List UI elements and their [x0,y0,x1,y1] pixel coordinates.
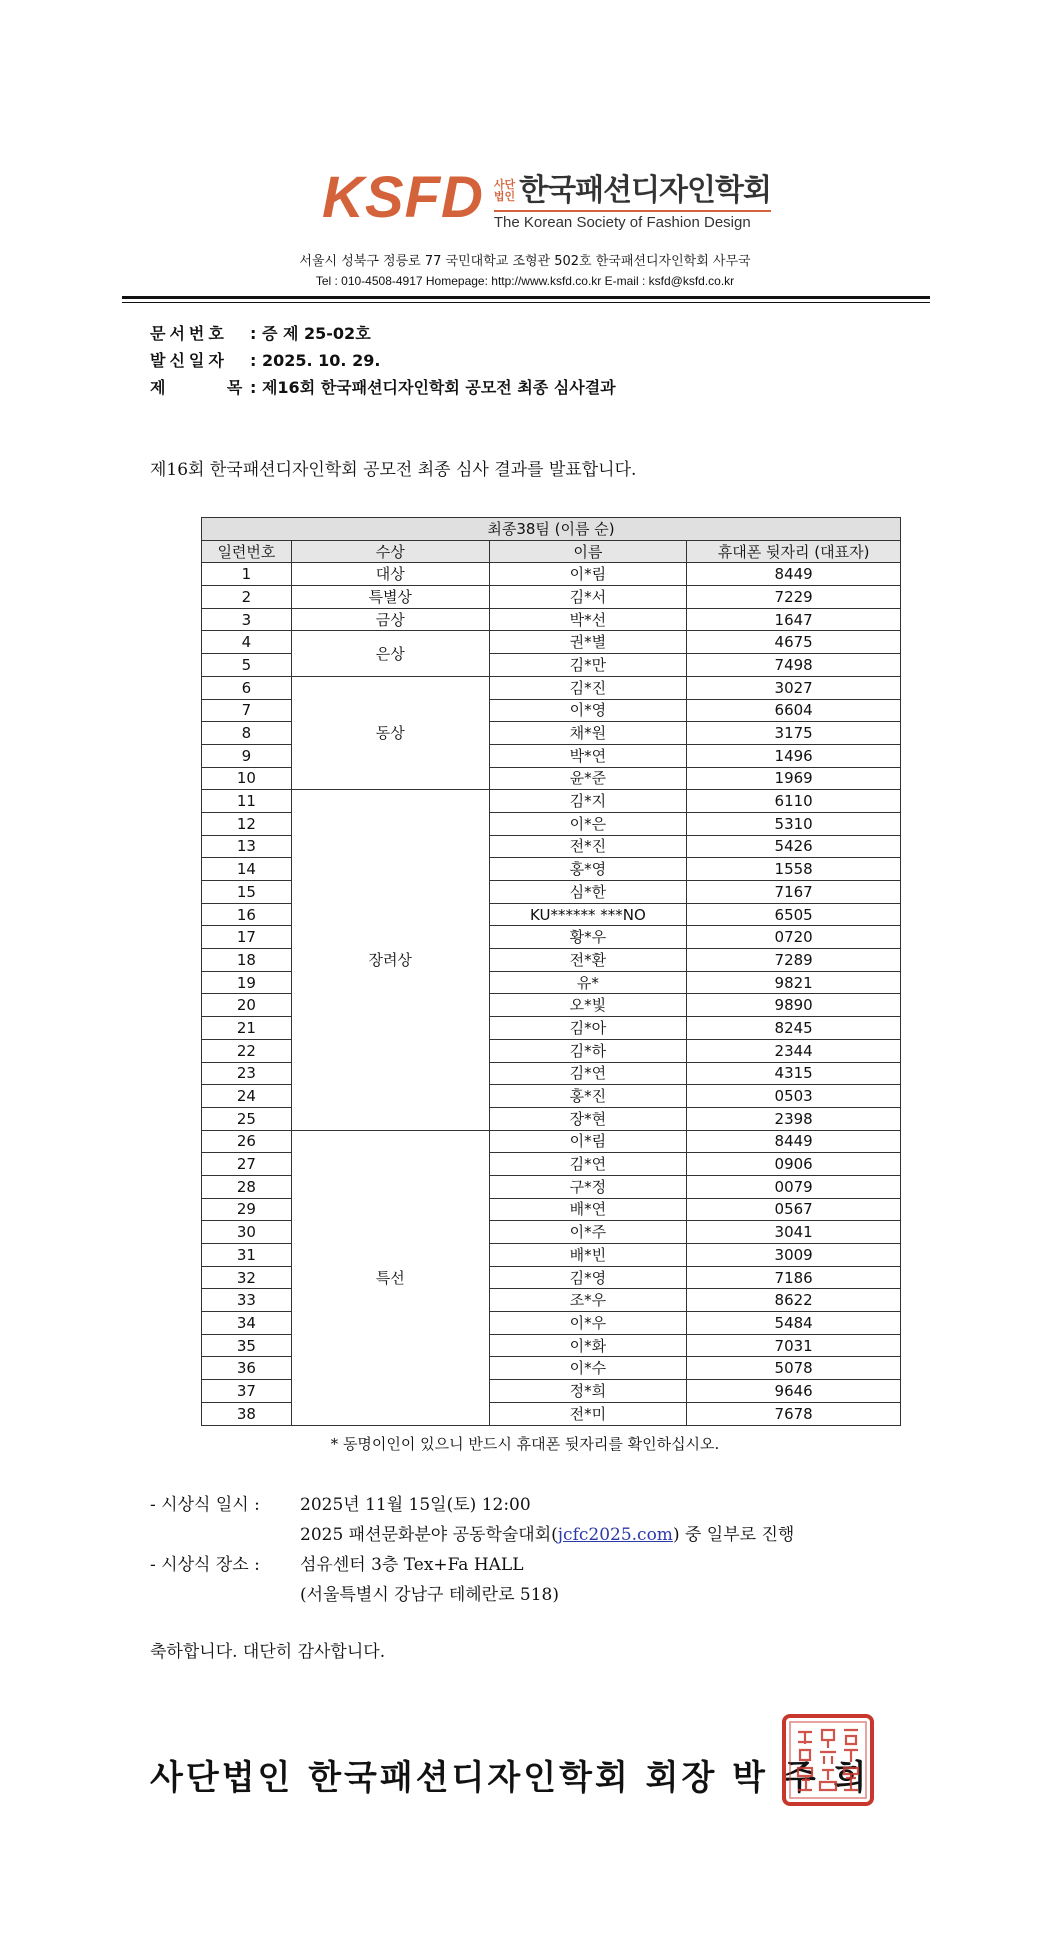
cell-serial: 33 [202,1289,292,1312]
cell-serial: 21 [202,1017,292,1040]
ceremony-event-row: 2025 패션문화분야 공동학술대회(jcfc2025.com) 중 일부로 진행 [300,1525,795,1545]
cell-phone: 9646 [687,1380,901,1403]
header-rule-thick [122,296,930,299]
cell-award: 은상 [291,631,489,676]
cell-phone: 7186 [687,1266,901,1289]
logo-badge: 사단 법인 [493,178,516,203]
cell-serial: 22 [202,1039,292,1062]
cell-phone: 3009 [687,1244,901,1267]
table-row [202,563,901,586]
cell-phone: 7167 [687,881,901,904]
cell-serial: 19 [202,971,292,994]
cell-serial: 35 [202,1334,292,1357]
cell-award: 특선 [291,1130,489,1425]
cell-name: 김*하 [489,1039,687,1062]
cell-phone: 1558 [687,858,901,881]
cell-serial: 4 [202,631,292,654]
cell-serial: 1 [202,563,292,586]
cell-name: 박*선 [489,608,687,631]
cell-name: 조*우 [489,1289,687,1312]
cell-phone: 8245 [687,1017,901,1040]
table-row [202,1130,901,1153]
org-name-korean: 한국패션디자인학회 [519,173,771,208]
closing-text: 축하합니다. 대단히 감사합니다. [150,1642,386,1662]
meta-row-doc-number: 문서번호 : 증 제 25-02호 [150,324,371,343]
cell-serial: 14 [202,858,292,881]
cell-phone: 7229 [687,586,901,609]
meta-row-issue-date: 발신일자 : 2025. 10. 29. [150,351,381,370]
cell-award: 특별상 [291,586,489,609]
meta-row-subject: 제 목 : 제16회 한국패션디자인학회 공모전 최종 심사결과 [150,378,616,397]
cell-phone: 5484 [687,1312,901,1335]
header-rule-thin [122,302,930,303]
col-header-serial: 일련번호 [202,540,292,563]
cell-serial: 27 [202,1153,292,1176]
cell-phone: 5310 [687,812,901,835]
table-row [202,676,901,699]
cell-phone: 2398 [687,1107,901,1130]
cell-name: 정*희 [489,1380,687,1403]
cell-phone: 0079 [687,1175,901,1198]
cell-serial: 24 [202,1085,292,1108]
col-header-phone: 휴대폰 뒷자리 (대표자) [687,540,901,563]
cell-name: 박*연 [489,744,687,767]
cell-name: 이*수 [489,1357,687,1380]
logo-mark: KSFD [322,165,484,230]
cell-name: 이*림 [489,1130,687,1153]
cell-phone: 3027 [687,676,901,699]
cell-name: 유* [489,971,687,994]
cell-name: 김*연 [489,1153,687,1176]
cell-name: 이*우 [489,1312,687,1335]
cell-serial: 13 [202,835,292,858]
cell-name: 이*림 [489,563,687,586]
cell-serial: 38 [202,1402,292,1425]
cell-name: 오*빛 [489,994,687,1017]
cell-phone: 1969 [687,767,901,790]
cell-phone: 0567 [687,1198,901,1221]
cell-name: 채*원 [489,722,687,745]
cell-serial: 28 [202,1175,292,1198]
cell-serial: 37 [202,1380,292,1403]
cell-serial: 30 [202,1221,292,1244]
cell-phone: 6505 [687,903,901,926]
ceremony-address-row: (서울특별시 강남구 테헤란로 518) [300,1585,559,1605]
signature-line: 사단법인 한국패션디자인학회 회장 박 주 희 [150,1758,870,1798]
cell-award: 동상 [291,676,489,789]
intro-text: 제16회 한국패션디자인학회 공모전 최종 심사 결과를 발표합니다. [150,460,637,480]
cell-serial: 9 [202,744,292,767]
cell-award: 장려상 [291,790,489,1130]
cell-serial: 26 [202,1130,292,1153]
cell-serial: 11 [202,790,292,813]
cell-name: 김*지 [489,790,687,813]
cell-name: 황*우 [489,926,687,949]
col-header-name: 이름 [489,540,687,563]
cell-name: 김*진 [489,676,687,699]
cell-serial: 16 [202,903,292,926]
cell-name: 이*은 [489,812,687,835]
cell-name: 전*미 [489,1402,687,1425]
org-name-english: The Korean Society of Fashion Design [494,210,771,231]
cell-serial: 18 [202,949,292,972]
cell-name: 김*아 [489,1017,687,1040]
cell-phone: 0503 [687,1085,901,1108]
cell-award: 대상 [291,563,489,586]
ceremony-place-row: - 시상식 장소 : 섬유센터 3층 Tex+Fa HALL [150,1555,524,1575]
cell-award: 금상 [291,608,489,631]
cell-serial: 10 [202,767,292,790]
cell-serial: 29 [202,1198,292,1221]
cell-phone: 0720 [687,926,901,949]
cell-name: 전*진 [489,835,687,858]
cell-serial: 7 [202,699,292,722]
cell-serial: 3 [202,608,292,631]
cell-name: 장*현 [489,1107,687,1130]
homonym-note: * 동명이인이 있으니 반드시 휴대폰 뒷자리를 확인하십시오. [330,1435,720,1453]
cell-phone: 7289 [687,949,901,972]
results-table [201,517,901,1426]
cell-phone: 8622 [687,1289,901,1312]
cell-name: 김*만 [489,654,687,677]
cell-phone: 3175 [687,722,901,745]
cell-phone: 2344 [687,1039,901,1062]
cell-name: 심*한 [489,881,687,904]
cell-phone: 9890 [687,994,901,1017]
cell-phone: 7031 [687,1334,901,1357]
cell-serial: 20 [202,994,292,1017]
official-seal-icon [780,1712,876,1808]
table-row [202,631,901,654]
org-contact: Tel : 010-4508-4917 Homepage: http://www.ksfd.co.kr E-mail : ksfd@ksfd.co.kr [315,274,735,288]
cell-serial: 6 [202,676,292,699]
cell-phone: 7678 [687,1402,901,1425]
cell-serial: 32 [202,1266,292,1289]
cell-name: 이*주 [489,1221,687,1244]
cell-phone: 1496 [687,744,901,767]
cell-name: 김*연 [489,1062,687,1085]
cell-name: 김*영 [489,1266,687,1289]
cell-name: 이*영 [489,699,687,722]
cell-serial: 31 [202,1244,292,1267]
cell-serial: 17 [202,926,292,949]
ceremony-date-row: - 시상식 일시 : 2025년 11월 15일(토) 12:00 [150,1495,531,1515]
cell-name: 구*정 [489,1175,687,1198]
ksfd-logo [322,165,771,238]
cell-phone: 4315 [687,1062,901,1085]
cell-serial: 23 [202,1062,292,1085]
cell-phone: 8449 [687,1130,901,1153]
cell-name: KU****** ***NO [489,903,687,926]
table-row [202,586,901,609]
cell-phone: 6604 [687,699,901,722]
ceremony-info [150,1490,794,1610]
cell-name: 윤*준 [489,767,687,790]
cell-phone: 3041 [687,1221,901,1244]
cell-name: 전*환 [489,949,687,972]
cell-serial: 2 [202,586,292,609]
org-address: 서울시 성북구 정릉로 77 국민대학교 조형관 502호 한국패션디자인학회 사무국 [299,254,751,269]
table-row [202,608,901,631]
table-caption: 최종38팀 (이름 순) [202,518,901,541]
cell-phone: 4675 [687,631,901,654]
cell-serial: 8 [202,722,292,745]
cell-serial: 15 [202,881,292,904]
cell-phone: 7498 [687,654,901,677]
cell-name: 홍*진 [489,1085,687,1108]
cell-phone: 0906 [687,1153,901,1176]
cell-serial: 12 [202,812,292,835]
cell-phone: 6110 [687,790,901,813]
document-meta [150,320,616,401]
cell-phone: 8449 [687,563,901,586]
cell-phone: 5426 [687,835,901,858]
cell-name: 배*빈 [489,1244,687,1267]
cell-name: 홍*영 [489,858,687,881]
cell-name: 권*별 [489,631,687,654]
cell-phone: 1647 [687,608,901,631]
cell-phone: 5078 [687,1357,901,1380]
cell-name: 배*연 [489,1198,687,1221]
cell-serial: 5 [202,654,292,677]
cell-phone: 9821 [687,971,901,994]
event-link[interactable]: jcfc2025.com [557,1525,673,1545]
col-header-award: 수상 [291,540,489,563]
cell-name: 이*화 [489,1334,687,1357]
table-row [202,790,901,813]
cell-serial: 36 [202,1357,292,1380]
cell-serial: 25 [202,1107,292,1130]
cell-name: 김*서 [489,586,687,609]
cell-serial: 34 [202,1312,292,1335]
